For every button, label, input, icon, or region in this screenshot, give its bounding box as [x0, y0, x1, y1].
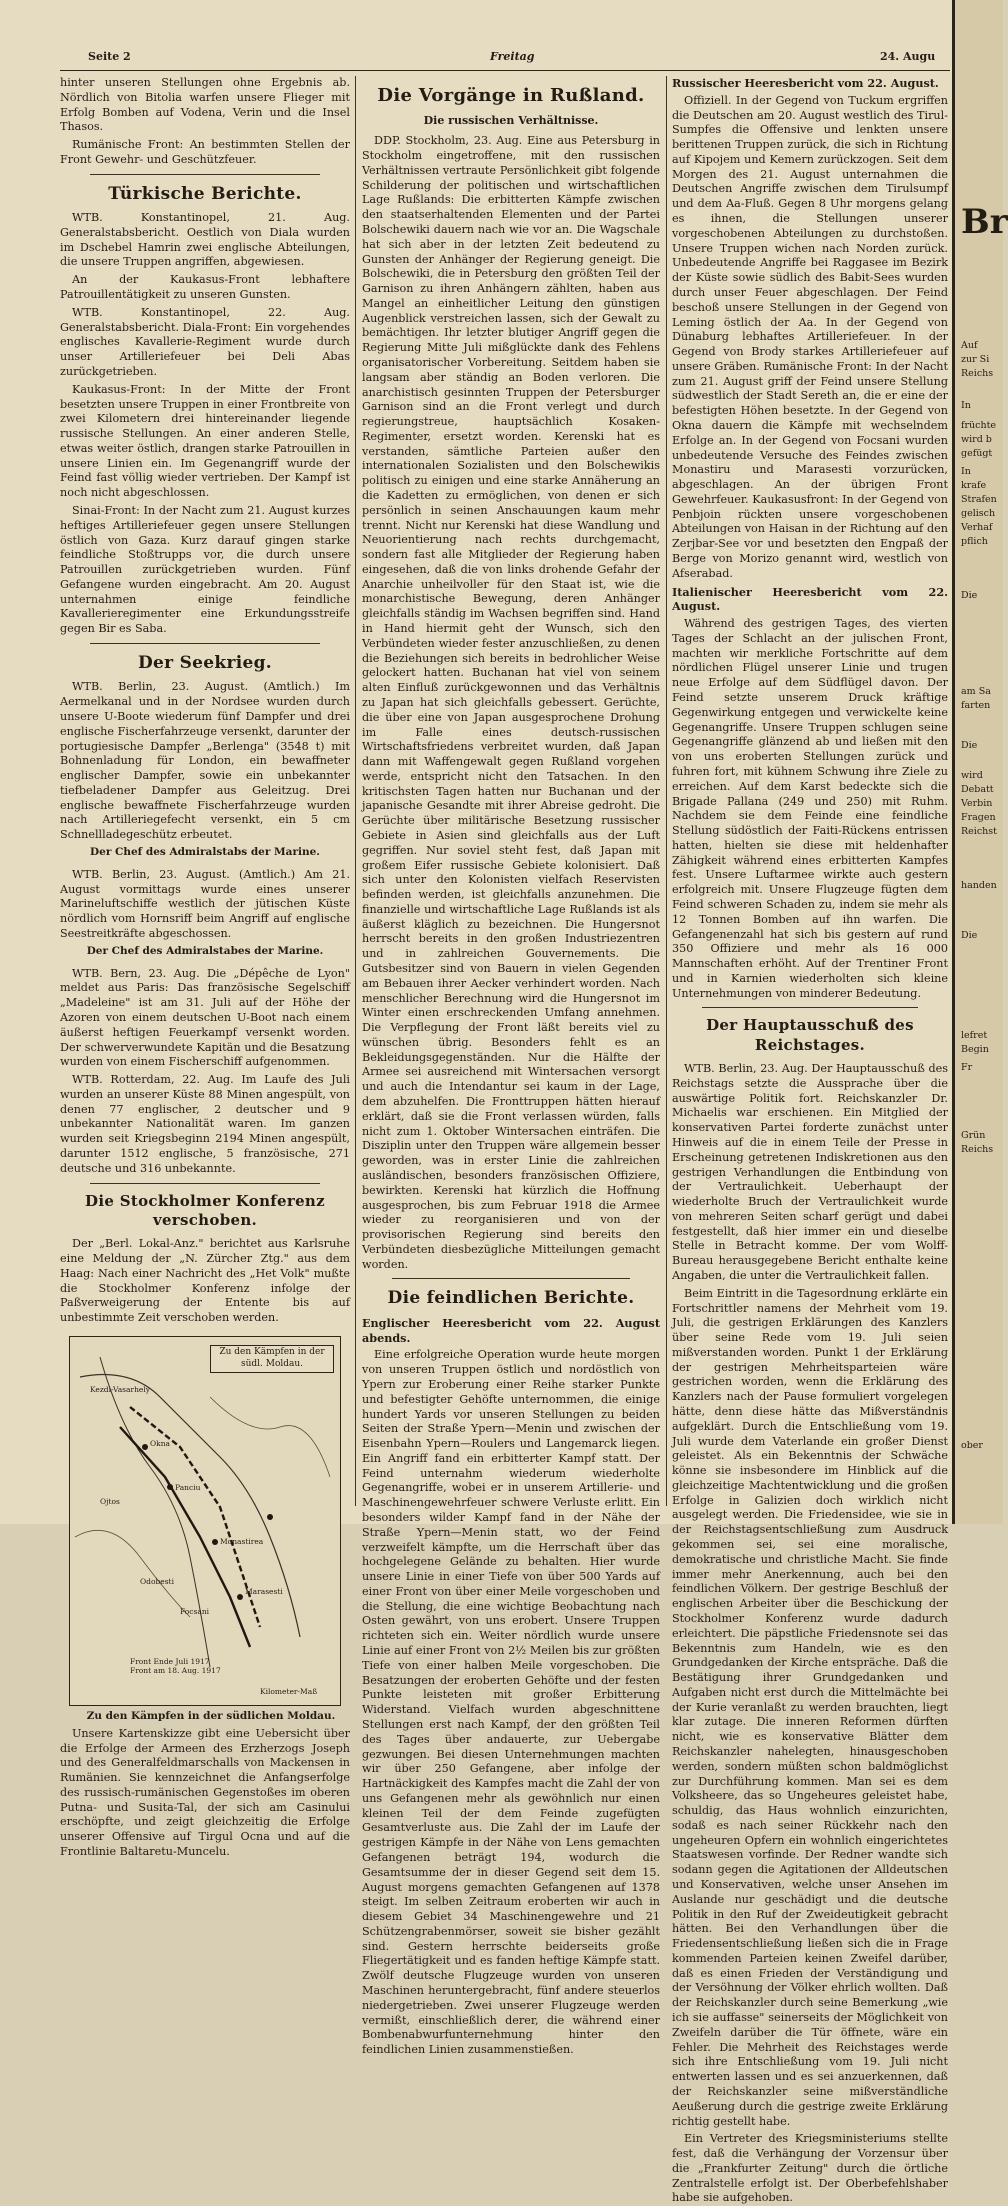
paragraph: An der Kaukasus-Front lebhaftere Patrouillentätigkeit zu unseren Gunsten.: [60, 273, 350, 302]
header-rule: [60, 70, 950, 71]
issue-date: 24. Augu: [880, 50, 936, 63]
map-place: Panciu: [175, 1482, 201, 1492]
divider: [702, 1007, 918, 1008]
road-line: [75, 1530, 190, 1617]
divider: [90, 1183, 320, 1184]
divider: [392, 1278, 630, 1279]
paragraph: Sinai-Front: In der Nacht zum 21. August kurzes heftiges Artilleriefeuer gegen unsere Stellungen östlich von Gaza. Kurz darauf gingen starke feindliche Stoßtrupps vor, die durch unsere Patrouillen zurückgetrieben wurden. Fünf Gefangene wurden eingebracht. Am 20. August unternahmen einige feindliche Kavallerieregimenter eine Erkundungsstreife gegen Bir es Saba.: [60, 503, 350, 636]
subheading-russia: Die russischen Verhältnisse.: [423, 113, 599, 127]
adjacent-fragment: Fragen: [961, 812, 996, 823]
column-right: [672, 76, 948, 2205]
adjacent-fragment: pflich: [961, 536, 988, 547]
adjacent-fragment: Die: [961, 590, 978, 601]
adjacent-fragment: gefügt: [961, 448, 993, 459]
signature: Der Chef des Admiralstabes der Marine.: [86, 944, 324, 957]
heading-turkish-reports: Türkische Berichte.: [108, 183, 302, 204]
paragraph: WTB. Rotterdam, 22. Aug. Im Laufe des Juli wurden an unserer Küste 88 Minen angespült, von denen 77 englischer, 2 deutscher und 9 unbekannter Nationalität waren. Im ganzen wurden seit Kriegsbeginn 2194 Minen angespült, darunter 1512 englische, 5 französische, 271 deutsche und 316 unbekannte.: [60, 1073, 350, 1175]
paragraph: Kaukasus-Front: In der Mitte der Front besetzten unsere Truppen in einer Frontbreite von zwei Kilometern drei hintereinander liegende russische Stellungen. An einer anderen Stelle, etwas weiter östlich, drangen starke Patrouillen in unsere Linien ein. Im Gegenangriff wurde der Feind fast völlig wieder vertrieben. Der Kampf ist noch nicht abgeschlossen.: [60, 382, 350, 500]
adjacent-fragment: Grün: [961, 1130, 986, 1141]
map-place: Monastirea: [220, 1536, 264, 1546]
adjacent-fragment: Reichs: [961, 368, 994, 379]
paragraph: Beim Eintritt in die Tagesordnung erklärte ein Fortschrittler namens der Mehrheit vom 19. Juli, die gestrigen Erklärungen des Kanzlers über seine Rede vom 19. Juli seien mißverstanden worden. Punkt 1 der Erklärung der gestrigen Mehrheitsparteien wäre gestrichen worden, wenn die Erklärung des Kanzlers nach der Pause formuliert vorgelegen hätte, denn diese hätte das Mißverständnis aufgeklärt. Durch die Entschließung vom 19. Juli wurde dem Vaterlande ein großer Dienst geleistet. Als ein Bekenntnis der Schwäche könne sie insbesondere im Hinblick auf die gleichzeitige Machtentwicklung und die großen Erfolge in Galizien doch wirklich nicht ausgelegt werden. Die Friedensidee, wie sie in der Reichstagsentschließung zum Ausdruck gekommen sei, sei eine moralische, demokratische und christliche Macht. Sie finde immer mehr Anerkennung, auch bei den feindlichen Völkern. Der gestrige Beschluß der englischen Arbeiter über die Beschickung der Stockholmer Konferenz wurde dadurch erleichtert. Die päpstliche Friedensnote sei das Bekenntnis zum Handeln, wie es den Grundgedanken der Kirche entspräche. Daß die Bestätigung ihrer Grundgedanken und Aufgaben nicht erst durch die Mittelmächte bei der Kurie veranlaßt zu werden brauchten, liegt klar zutage. Die inneren Reformen dürften nicht, wie es konservative Blätter dem Reichskanzler nahelegten, hinausgeschoben werden, sondern müßten schon baldmöglichst zur Durchführung kommen. Man sei es dem Volksheere, das so Ungeheures geleistet habe, schuldig, das Haus wohnlich einzurichten, sodaß es nach seiner Rückkehr nach den ungeheuren Opfern ein wohnlich eingerichtetes Staatswesen vorfinde. Der Redner wandte sich sodann gegen die Agitationen der Alldeutschen und Konservativen, welche unser Ansehen im Auslande nur geschädigt und die deutsche Politik in den Ruf der Zweideutigkeit gebracht hätten. Bei den Verhandlungen über die Friedensentschließung ließen sich die in Frage kommenden Parteien keinen Zweifel darüber, daß es einen Frieden der Verständigung und der Versöhnung der Völker ehrlich wollten. Daß der Reichskanzler durch seine Bemerkung „wie ich sie auffasse" seinerseits der Möglichkeit von Zweifeln darüber die Tür öffnete, wäre ein Fehler. Die Mehrheit des Reichstages werde sich ihre Entschließung vom 19. Juli nicht entwerten lassen und es sei anzuerkennen, daß der Reichskanzler seine mißverständliche Aeußerung durch die gestrige zweite Erklärung richtig gestellt habe.: [672, 1286, 948, 2128]
heading-enemy-reports: Die feindlichen Berichte.: [387, 1288, 635, 1309]
column-rule: [355, 76, 356, 1506]
column-rule: [666, 76, 667, 1506]
column-middle: [362, 76, 660, 2057]
paragraph: WTB. Berlin, 23. Aug. Der Hauptausschuß des Reichstags setzte die Aussprache über die auswärtige Politik fort. Reichskanzler Dr. Michaelis war erschienen. Ein Mitglied der konservativen Partei forderte zunächst unter Hinweis auf die in einem Teile der Presse in Erscheinung getretenen Indiskretionen aus den gestrigen Verhandlungen die Entbindung von der Vertraulichkeit. Ueberhaupt der wiederholte Bruch der Vertraulichkeit wurde von mehreren Seiten scharf gerügt und dabei festgestellt, daß hier immer ein und dieselbe Stelle in Betracht komme. Der vom Wolff-Bureau herausgegebene Bericht enthalte keine Angaben, die unter die Vertraulichkeit fallen.: [672, 1062, 948, 1282]
adjacent-fragment: In: [961, 400, 971, 411]
page-number: Seite 2: [88, 50, 131, 63]
paragraph: DDP. Stockholm, 23. Aug. Eine aus Petersburg in Stockholm eingetroffene, mit den russischen Verhältnissen vertraute Persönlichkeit gibt folgende Schilderung der politischen und wirtschaftlichen Lage Rußlands: Die erbitterten Kämpfe zwischen den staatserhaltenden Elementen und der Partei Bolschewiki dauern nach wie vor an. Die Wagschale hat sich aber in der letzten Zeit bedeutend zu Gunsten der Anhänger der Regierung geneigt. Die Bolschewiki, die in Petersburg den größten Teil der Garnison zu ihren Anhängern zählten, haben aus Mangel an einheitlicher Leitung den günstigen Augenblick verstreichen lassen, sich der Gewalt zu bemächtigen. Ihr letzter blutiger Angriff gegen die Regierung Mitte Juli mißglückte dank des Fehlens organisatorischer Vorbereitung. Seitdem haben sie langsam aber ständig an Boden verloren. Die anarchistisch gesinnten Truppen der Petersburger Garnison sind an die Front verlegt und durch regierungstreue, hauptsächlich Kosaken-Regimenter, ersetzt worden. Kerenski hat es verstanden, sämtliche Parteien außer den internationalen Sozialisten und den Bolschewikis politisch zu einigen und eine starke Annäherung an die Kadetten zu ermöglichen, von denen er sich persönlich in seinen Anschauungen kaum mehr trennt. Nicht nur Kerenski hat diese Wandlung und Neuorientierung nach rechts durchgemacht, sondern fast alle Mitglieder der Regierung haben eingesehen, daß die von links drohende Gefahr der Anarchie unheilvoller für den Staat ist, wie die monarchistische Bewegung, deren Anhänger gleichfalls ständig im Wachsen begriffen sind. Hand in Hand hiermit geht der Wunsch, sich den Verbündeten wieder fester anzuschließen, zu denen die Beziehungen sich bereits in bedrohlicher Weise gelockert hatten. Buchanan hat viel von seinem alten Einfluß zurückgewonnen und das Verhältnis zu Japan hat sich gleichfalls gebessert. Gerüchte, die über eine von Japan ausgesprochene Drohung im Falle eines deutsch-russischen Wirtschaftsfriedens verbreitet wurden, daß Japan dann mit Waffengewalt gegen Rußland vorgehen werde, entspricht nicht den Tatsachen. In den kritischsten Tagen hatten nur Buchanan und der japanische Gesandte mit ihrer Abreise gedroht. Die Gerüchte über militärische Besetzung russischer Gebiete in Asien sind gleichfalls aus der Luft gegriffen. Nur soviel steht fest, daß Japan mit großem Eifer russische Gebiete kolonisiert. Daß sich unter den Kolonisten vielfach Reservisten befinden werden, ist gleichfalls anzunehmen. Die finanzielle und wirtschaftliche Lage Rußlands ist als äußerst kläglich zu bezeichnen. Die Hungersnot herrscht bereits in den großen Industriezentren und in zahlreichen Gouvernements. Die Gutsbesitzer sind von Bauern in vielen Gegenden am Bebauen ihrer Aecker verhindert worden. Nach menschlicher Berechnung wird die Hungersnot im Winter einen erschreckenden Umfang annehmen. Die Verpflegung der Front läßt bereits viel zu wünschen übrig. Besonders fehlt es an Bekleidungsgegenständen. Nur die Hälfte der Armee sei ausreichend mit Wintersachen versorgt und auch die Intendantur sei kaum in der Lage, dem abzuhelfen. Die Fronttruppen hätten hierauf erklärt, daß sie die Front verlassen würden, falls nicht zum 1. Oktober Wintersachen einträfen. Die Disziplin unter den Truppen wäre allgemein besser geworden, was in erster Linie die zahlreichen ausländischen, besonders französischen Offiziere, bewirkten. Kerenski hat kürzlich die Hoffnung ausgesprochen, bis zum Februar 1918 die Armee wieder zu reorganisieren und von der provisorischen Regierung sind bereits den Verbündeten diesbezügliche Mitteilungen gemacht worden.: [362, 134, 660, 1271]
paragraph: Rumänische Front: An bestimmten Stellen der Front Gewehr- und Geschützfeuer.: [60, 138, 350, 166]
column-left: [60, 76, 350, 1858]
map-place: Kezdi-Vasarhely: [90, 1384, 150, 1394]
river-line: [100, 1357, 210, 1667]
legend-front-july: Front Ende Juli 1917: [130, 1656, 210, 1666]
moldau-map: [69, 1336, 341, 1706]
adjacent-fragment: Auf: [961, 340, 978, 351]
adjacent-fragment: Verhaf: [961, 522, 993, 533]
map-place: Focsani: [180, 1606, 210, 1616]
adjacent-fragment: Reichst: [961, 826, 997, 837]
subheading-russian-report: Russischer Heeresbericht vom 22. August.: [672, 76, 939, 90]
paragraph: WTB. Konstantinopel, 22. Aug. Generalstabsbericht. Diala-Front: Ein vorgehendes englisches Kavallerie-Regiment wurde durch unser Artilleriefeuer bei Deli Abas zurückgetrieben.: [60, 305, 350, 378]
map-place: Okna: [150, 1438, 170, 1448]
map-legend: [130, 1657, 221, 1675]
adjacent-fragment: handen: [961, 880, 997, 891]
paragraph: WTB. Berlin, 23. August. (Amtlich.) Am 21. August vormittags wurde eines unserer Marineluftschiffe westlich der jütischen Küste nördlich vom Hornsriff beim Angriff auf englische Seestreitkräfte abgeschossen.: [60, 867, 350, 941]
paragraph: Unsere Kartenskizze gibt eine Uebersicht über die Erfolge der Armeen des Erzherzogs Joseph und des Generalfeldmarschalls von Mackensen in Rumänien. Sie kennzeichnet die Anfangserfolge des russisch-rumänischen Gegenstoßes im oberen Putna- und Susita-Tal, der sich am Casinului erschöpfte, und zeigt gleichzeitig die Erfolge unserer Offensive auf Tirgul Ocna und auf die Frontlinie Baltaretu-Muncelu.: [60, 1726, 350, 1858]
adjacent-fragment: wird: [961, 770, 983, 781]
adjacent-fragment: früchte: [961, 420, 997, 431]
adjacent-fragment: In: [961, 466, 971, 477]
adjacent-fragment: Br: [961, 202, 1008, 242]
town-marker: [212, 1539, 218, 1545]
paragraph: Eine erfolgreiche Operation wurde heute morgen von unseren Truppen östlich und nordöstlich von Ypern zur Eroberung einer Reihe starker Punkte und befestigter Gehöfte unternommen, die einige hundert Yards vor unseren Stellungen zu beiden Seiten der Straße Ypern—Menin und zwischen der Eisenbahn Ypern—Roulers und Langemarck liegen. Ein Angriff fand ein erbitterter Kampf statt. Der Feind unternahm wiederum wiederholte Gegenangriffe, wobei er in unserem Artillerie- und Maschinengewehrfeuer schwere Verluste erlitt. Ein besonders wilder Kampf fand in der Nähe der Straße Ypern—Menin statt, wo der Feind verzweifelt kämpfte, um die Herrschaft über das hochgelegene Gelände zu behalten. Hier wurde unsere Linie in einer Tiefe von über 500 Yards auf einer Front von über einer Meile vorgeschoben und die Stellung, die eine wichtige Beobachtung nach Osten gewährt, von uns erobert. Unsere Truppen richteten sich ein. Weiter nördlich wurde unsere Linie auf einer Front von 2½ Meilen bis zur größten Tiefe von einer halben Meile vorgeschoben. Die Besatzungen der eroberten Gehöfte und der festen Punkte leisteten mit großer Erbitterung Widerstand. Vielfach wurden abgeschnittene Stellungen erst nach Kampf, der den größten Teil des Tages über andauerte, zur Uebergabe gezwungen. Bei diesen Unternehmungen machten wir über 250 Gefangene, aber infolge der Hartnäckigkeit des Kampfes macht die Zahl der von uns Gefangenen mehr als gewöhnlich nur einen kleinen Teil der dem Feinde zugefügten Gesamtverluste aus. Die Zahl der im Laufe der gestrigen Kämpfe in der Nähe von Lens gemachten Gefangenen beträgt 194, wodurch die Gesamtsumme der in dieser Gegend seit dem 15. August morgens gemachten Gefangenen auf 1378 steigt. Im selben Zeitraum eroberten wir auch in diesem Gebiet 34 Maschinengewehre und 21 Schützengrabenmörser, soweit sie bisher gezählt sind. Gestern herrschte beiderseits große Fliegertätigkeit und es fanden heftige Kämpfe statt. Zwölf deutsche Flugzeuge wurden von unseren Maschinen heruntergebracht, fünf andere steuerlos niedergetrieben. Zwei unserer Flugzeuge werden vermißt, einschließlich derer, die während einer Bombenabwurfunternehmung hinter den feindlichen Linien zusammenstießen.: [362, 1348, 660, 2057]
adjacent-fragment: Die: [961, 740, 978, 751]
map-caption: Zu den Kämpfen in der südlichen Moldau.: [86, 1709, 336, 1722]
paragraph: WTB. Bern, 23. Aug. Die „Dépêche de Lyon" meldet aus Paris: Das französische Segelschiff „Madeleine" ist am 31. Juli auf der Höhe der Azoren von einem deutschen U-Boot nach einem äußerst heftigen Feuerkampf versenkt worden. Der schwerverwundete Kapitän und die Besatzung wurden von einem Fischerschiff aufgenommen.: [60, 966, 350, 1069]
adjacent-fragment: krafe: [961, 480, 987, 491]
divider: [90, 643, 320, 644]
town-marker: [142, 1444, 148, 1450]
town-marker: [237, 1594, 243, 1600]
paragraph: Während des gestrigen Tages, des vierten Tages der Schlacht an der julischen Front, machten wir merkliche Fortschritte auf dem nördlichen Flügel unserer Linie und trugen neue Erfolge auf dem Südflügel davon. Der Feind setzte unserem Druck kräftige Gegenwirkung entgegen und verwickelte keine Gegenangriffe. Unsere Truppen schlugen seine Gegenangriffe glänzend ab und ließen mit den von uns eroberten Stellungen zurück und fuhren fort, mit kühnem Schwung ihre Ziele zu erreichen. Auf dem Karst bedeckte sich die Brigade Pallana (249 und 250) mit Ruhm. Nachdem sie dem Feinde eine feindliche Stellung südöstlich der Faiti-Rückens entrissen hatten, hielten sie diese mit heldenhafter Zähigkeit während eines erbitterten Kampfes fest. Unsere Luftarmee wirkte auch gestern erfolgreich mit. Unsere Flugzeuge fügten dem Feind schweren Schaden zu, indem sie mehr als 12 Tonnen Bomben auf ihn warfen. Die Gefangenenzahl hat sich bis gestern auf rund 350 Offiziere und mehr als 16 000 Mannschaften erhöht. Auf der Trentiner Front und in Karnien wiederholten sich kleine Unternehmungen von minderer Bedeutung.: [672, 617, 948, 1000]
map-place: Marasesti: [245, 1586, 283, 1596]
adjacent-page-edge: [952, 0, 1008, 1524]
subheading-italian-report: Italienischer Heeresbericht vom 22. August.: [672, 584, 948, 614]
adjacent-fragment: farten: [961, 700, 991, 711]
divider: [90, 174, 320, 175]
heading-russia: Die Vorgänge in Rußland.: [377, 85, 645, 106]
map-scale: Kilometer-Maß: [260, 1686, 318, 1696]
signature: Der Chef des Admiralstabs der Marine.: [90, 846, 320, 859]
paragraph: WTB. Berlin, 23. August. (Amtlich.) Im Aermelkanal und in der Nordsee wurden durch unsere U-Boote wiederum fünf Dampfer und drei englische Fischerfahrzeuge versenkt, darunter der portugiesische Dampfer „Berlenga" (3548 t) mit Bohnenladung für London, ein bewaffneter englischer Dampfer, sowie ein unbekannter tiefbeladener Dampfer aus Geleitzug. Drei englische bewaffnete Fischerfahrzeuge wurden nach Artilleriegefecht versenkt, ein 5 cm Schnellladegeschütz erbeutet.: [60, 680, 350, 842]
adjacent-fragment: ober: [961, 1440, 983, 1451]
legend-front-august: Front am 18. Aug. 1917: [130, 1665, 221, 1675]
adjacent-fragment: Debatt: [961, 784, 994, 795]
adjacent-fragment: Reichs: [961, 1144, 994, 1155]
weekday: Freitag: [490, 50, 535, 63]
map-place: Ojtos: [100, 1496, 120, 1506]
paragraph: hinter unseren Stellungen ohne Ergebnis ab. Nördlich von Bitolia warfen unsere Flieger mit Erfolg Bomben auf Vodena, Verin und die Insel Thasos.: [60, 76, 350, 134]
adjacent-fragment: am Sa: [961, 686, 991, 697]
adjacent-fragment: Fr: [961, 1062, 973, 1073]
paragraph: Der „Berl. Lokal-Anz." berichtet aus Karlsruhe eine Meldung der „N. Zürcher Ztg." aus dem Haag: Nach einer Nachricht des „Het Volk" mußte die Stockholmer Konferenz infolge der Paßverweigerung der Entente bis auf unbestimmte Zeit verschoben werden.: [60, 1237, 350, 1325]
paragraph: Ein Vertreter des Kriegsministeriums stellte fest, daß die Verhängung der Vorzensur über die „Frankfurter Zeitung" durch die örtliche Zentralstelle erfolgt ist. Der Oberbefehlshaber habe sie aufgehoben.: [672, 2132, 948, 2205]
heading-main-committee: Der Hauptausschuß des Reichstages.: [706, 1016, 914, 1055]
town-marker: [267, 1514, 273, 1520]
adjacent-fragment: Strafen: [961, 494, 997, 505]
town-marker: [167, 1484, 173, 1490]
heading-stockholm-conference: Die Stockholmer Konferenz verschoben.: [85, 1191, 325, 1230]
adjacent-fragment: gelisch: [961, 508, 996, 519]
subheading-english-report: Englischer Heeresbericht vom 22. August abends.: [362, 1315, 660, 1345]
paragraph: Offiziell. In der Gegend von Tuckum ergriffen die Deutschen am 20. August westlich des Tirul-Sumpfes die Offensive und lenkten unsere berittenen Truppen zurück, die sich in Richtung auf Kipojem und Kemern zurückzogen. Seit dem Morgen des 21. August unternahmen die Deutschen Angriffe zwischen dem Tirulsumpf und dem Aa-Fluß. Gegen 8 Uhr morgens gelang es ihnen, die Stellungen unserer vorgeschobenen Abteilungen zu durchstoßen. Unsere Truppen wichen nach Norden zurück. Unbedeutende Angriffe bei Raggasee im Bezirk der Küste sowie südlich des Babit-Sees wurden durch unser Feuer abgeschlagen. Der Feind beschoß unsere Stellungen in der Gegend von Leming östlich der Aa. In der Gegend von Dünaburg lebhaftes Artilleriefeuer. In der Gegend von Brody starkes Artilleriefeuer auf unsere Gräben. Rumänische Front: In der Nacht zum 21. August griff der Feind unsere Stellung südwestlich der Stadt Sereth an, die er eine der befestigten Höhen besetzte. In der Gegend von Okna dauern die Kämpfe mit wechselndem Erfolge an. In der Gegend von Focsani wurden unbedeutende Versuche des Feindes zwischen Monastiru und Marasesti vorzurücken, abgeschlagen. An der übrigen Front Gewehrfeuer. Kaukasusfront: In der Gegend von Penbjoin rückten unsere vorgeschobenen Abteilungen von Haisan in der Richtung auf den Zerjbar-See vor und besetzten den Engpaß der Berge von Morizo genannt wird, westlich von Afserabad.: [672, 93, 948, 580]
adjacent-fragment: Die: [961, 930, 978, 941]
adjacent-fragment: zur Si: [961, 354, 990, 365]
map-title-box: Zu den Kämpfen in der südl. Moldau.: [210, 1345, 334, 1373]
adjacent-fragment: wird b: [961, 434, 992, 445]
adjacent-fragment: Verbin: [961, 798, 993, 809]
paragraph: WTB. Konstantinopel, 21. Aug. Generalstabsbericht. Oestlich von Diala wurden im Dschebel Hamrin zwei englische Abteilungen, die unsere Truppen angriffen, abgewiesen.: [60, 211, 350, 269]
adjacent-fragment: lefret: [961, 1030, 988, 1041]
heading-naval-war: Der Seekrieg.: [137, 653, 273, 673]
adjacent-fragment: Begin: [961, 1044, 989, 1055]
map-place: Odobesti: [140, 1576, 174, 1586]
